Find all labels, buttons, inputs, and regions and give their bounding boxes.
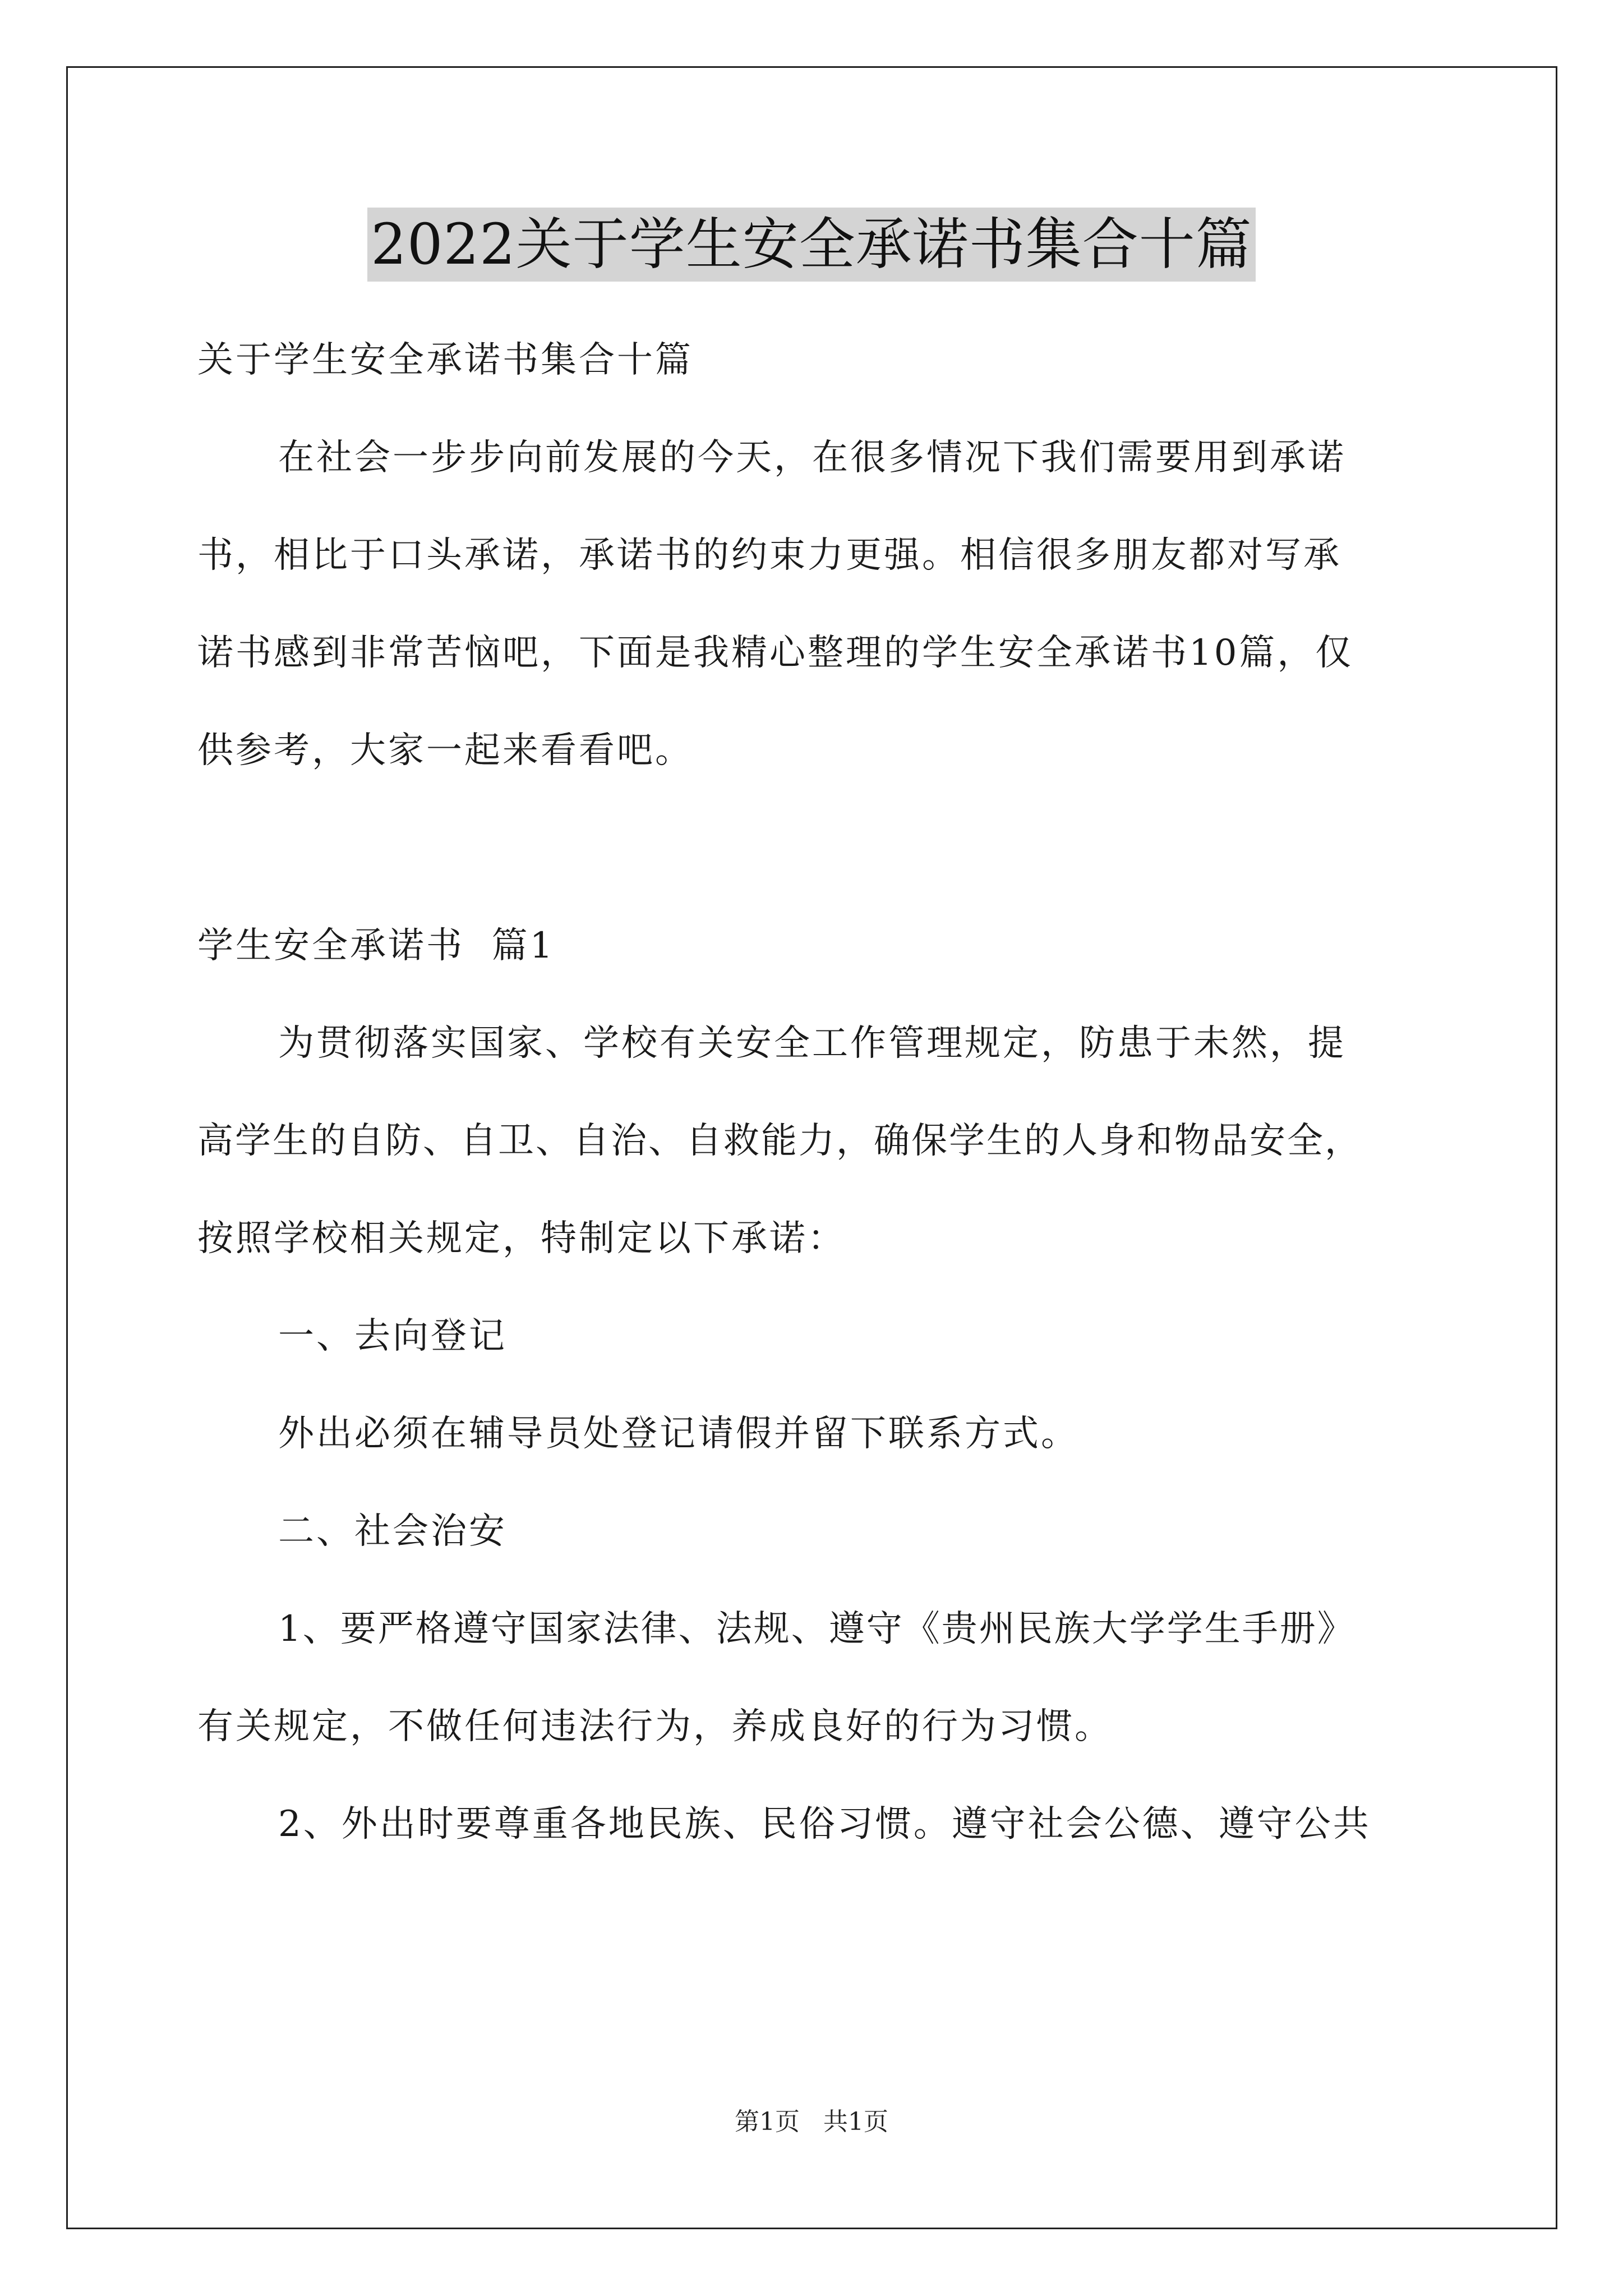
section-heading: 学生安全承诺书 篇1 bbox=[197, 925, 555, 967]
paragraph: 供参考，大家一起来看看吧。 bbox=[197, 730, 693, 771]
paragraph-subtitle: 关于学生安全承诺书集合十篇 bbox=[197, 339, 693, 381]
subheading: 二、社会治安 bbox=[278, 1511, 507, 1552]
paragraph: 为贯彻落实国家、学校有关安全工作管理规定，防患于未然，提 bbox=[278, 1023, 1346, 1064]
document-title: 2022关于学生安全承诺书集合十篇 bbox=[367, 208, 1256, 282]
paragraph: 高学生的自防、自卫、自治、自救能力，确保学生的人身和物品安全， bbox=[197, 1120, 1362, 1162]
paragraph: 2、外出时要尊重各地民族、民俗习惯。遵守社会公德、遵守公共 bbox=[278, 1803, 1371, 1845]
paragraph: 有关规定，不做任何违法行为，养成良好的行为习惯。 bbox=[197, 1706, 1113, 1747]
paragraph: 诺书感到非常苦恼吧，下面是我精心整理的学生安全承诺书10篇，仅 bbox=[197, 632, 1354, 674]
document-body bbox=[197, 311, 1448, 1873]
page-number: 第1页 共1页 bbox=[735, 2108, 888, 2136]
subheading: 一、去向登记 bbox=[278, 1315, 507, 1357]
title-container bbox=[0, 208, 1623, 282]
paragraph: 外出必须在辅导员处登记请假并留下联系方式。 bbox=[278, 1413, 1079, 1455]
page-footer bbox=[0, 2101, 1623, 2137]
paragraph: 书，相比于口头承诺，承诺书的约束力更强。相信很多朋友都对写承 bbox=[197, 535, 1341, 576]
paragraph: 1、要严格遵守国家法律、法规、遵守《贵州民族大学学生手册》 bbox=[278, 1608, 1355, 1650]
blank-line bbox=[197, 799, 1448, 897]
paragraph: 按照学校相关规定，特制定以下承诺： bbox=[197, 1218, 846, 1259]
paragraph: 在社会一步步向前发展的今天，在很多情况下我们需要用到承诺 bbox=[278, 437, 1346, 478]
